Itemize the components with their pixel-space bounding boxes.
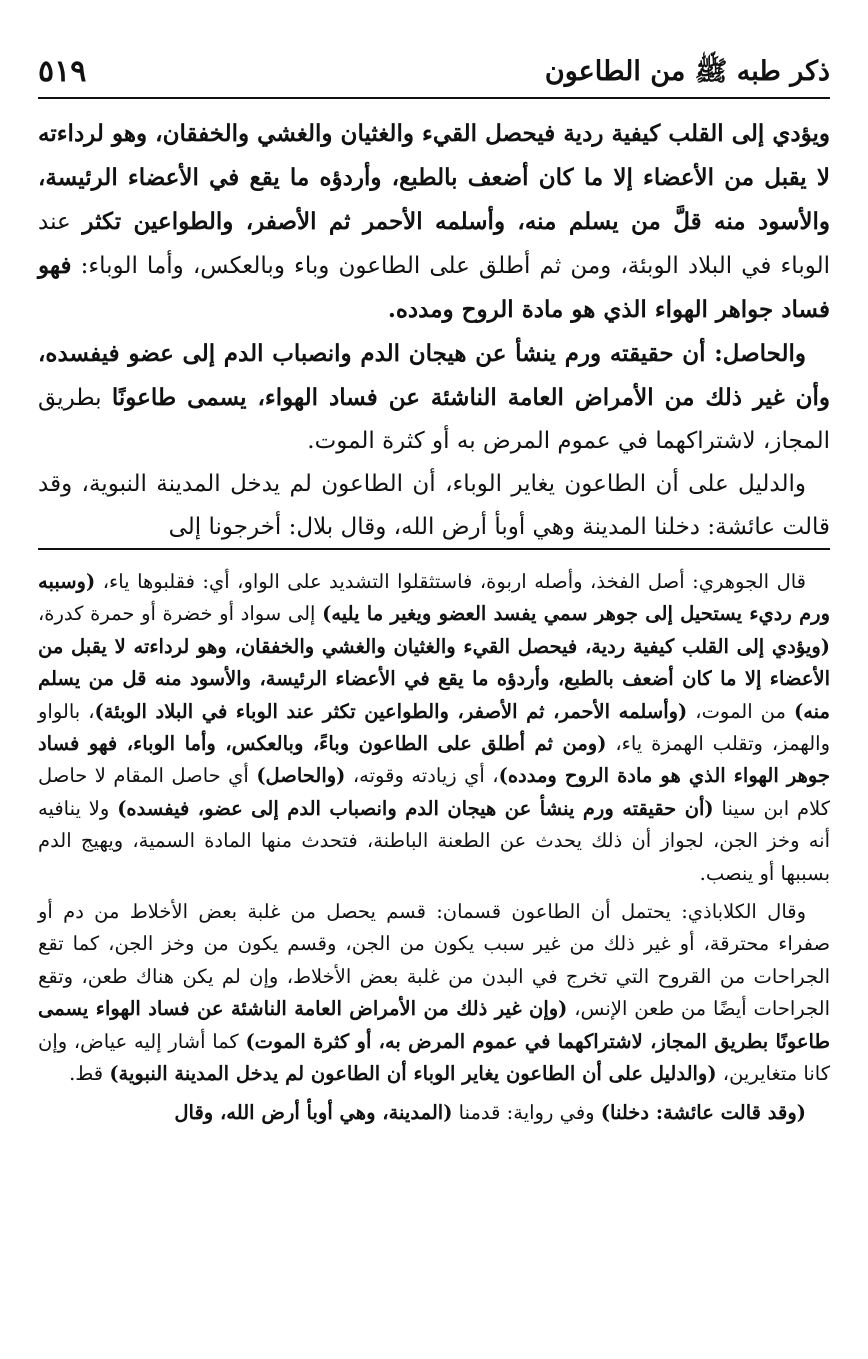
bold-text-segment: (ومن ثم أطلق على الطاعون وباءً، وبالعكس، وأما الوباء، فهو فساد جوهر الهواء الذي هو مادة الروح ومدده) [38, 732, 830, 788]
text-segment: والدليل على أن الطاعون يغاير الوباء، أن الطاعون لم يدخل المدينة النبوية، وقد قالت عائشة: دخلنا المدينة وهي أوبأ أرض الله، وقال بلال: أخرجونا إلى [38, 471, 830, 540]
text-segment: أي حاصل المقام لا حاصل كلام ابن سينا [38, 764, 830, 820]
text-segment: قال الجوهري: أصل الفخذ، وأصله اربوة، فاستثقلوا التشديد على الواو، أي: فقلبوها ياء، [95, 570, 806, 593]
text-segment: كما أشار إليه عياض، وإن كانا متغايرين، [38, 1029, 830, 1086]
commentary-paragraph [38, 566, 830, 890]
text-segment: ، بالواو والهمز، وتقلب الهمزة ياء، [38, 699, 831, 756]
footnote-separator [38, 548, 830, 550]
text-segment: من الموت، [687, 699, 794, 723]
page-number: ٥١٩ [38, 54, 87, 89]
main-paragraph [38, 463, 830, 549]
bold-text-segment: فهو فساد جواهر الهواء الذي هو مادة الروح ومدده. [38, 252, 830, 323]
bold-text-segment: (وسببه ورم رديء يستحيل إلى جوهر سمي يفسد العضو ويغير ما يليه) [38, 570, 831, 626]
header-rule [38, 97, 830, 99]
bold-text-segment: (وأسلمه الأحمر، ثم الأصفر، والطواعين تكثر عند الوباء في البلاد الوبئة) [94, 699, 688, 723]
bold-text-segment: (أن حقيقته ورم ينشأ عن هيجان الدم وانصباب الدم إلى عضو، فيفسده) [117, 796, 714, 820]
text-segment: قط. [69, 1062, 110, 1086]
main-paragraph [38, 112, 830, 332]
bold-text-segment: ويؤدي إلى القلب كيفية ردية فيحصل القيء والغثيان والغشي والخفقان، وهو لرداءته لا يقبل من الأعضاء إلا ما كان أضعف بالطبع، وأردؤه ما يقع في الأعضاء الرئيسة، والأسود منه قلَّ من يسلم منه، وأسلمه الأحمر ثم الأصفر، والطواعين تكثر [38, 120, 830, 235]
bold-text-segment: (وقد قالت عائشة: دخلنا) [600, 1100, 806, 1124]
bold-text-segment: (وإن غير ذلك من الأمراض العامة الناشئة عن فساد الهواء يسمى طاعونًا بطريق المجاز، لاشتراكهما في عموم المرض به، أو كثرة الموت) [38, 997, 830, 1053]
bold-text-segment: (المدينة، وهي أوبأ أرض الله، وقال [174, 1100, 453, 1124]
text-segment: بطريق المجاز، لاشتراكهما في عموم المرض به أو كثرة الموت. [38, 385, 830, 454]
text-segment: إلى سواد أو خضرة أو حمرة كدرة، [38, 602, 323, 626]
text-segment: وقال الكلاباذي: يحتمل أن الطاعون قسمان: قسم يحصل من غلبة بعض الأخلاط من دم أو صفراء محترقة، أو غير ذلك من غير سبب يكون من الجن، وقسم يكون من وخز الجن، كما تقع الجراحات من القروح التي تخرج في البدن من غلبة بعض الأخلاط، وإن لم يكن هناك طعن، وتقع الجراحات أيضًا من طعن الإنس، [38, 900, 831, 1021]
commentary-paragraph [38, 896, 830, 1090]
bold-text-segment: (ويؤدي إلى القلب كيفية ردية، فيحصل القيء والغثيان والغشي والخفقان، وهو لرداءته لا يقبل من الأعضاء إلا ما كان أضعف بالطبع، وأردؤه ما يقع في الأعضاء الرئيسة، والأسود منه قل من يسلم منه) [38, 634, 830, 723]
commentary-text [38, 566, 830, 1129]
main-text [38, 112, 830, 549]
commentary-paragraph [38, 1097, 830, 1129]
bold-text-segment: والحاصل: أن حقيقته ورم ينشأ عن هيجان الدم وانصباب الدم إلى عضو فيفسده، وأن غير ذلك من الأمراض العامة الناشئة عن فساد الهواء، يسمى طاعونًا [38, 340, 830, 411]
text-segment: ، أي زيادته وقوته، [345, 764, 499, 788]
main-paragraph [38, 332, 830, 463]
text-segment: وفي رواية: قدمنا [452, 1100, 601, 1124]
text-segment: عند الوباء في البلاد الوبئة، ومن ثم أطلق على الطاعون وباء وبالعكس، وأما الوباء: [38, 209, 830, 279]
bold-text-segment: (والحاصل) [256, 764, 346, 788]
page-header [38, 50, 830, 94]
running-title: ذكر طبه ﷺ من الطاعون [544, 56, 830, 87]
text-segment: ولا ينافيه أنه وخز الجن، لجواز أن ذلك يحدث عن الطعنة الباطنة، فتحدث منها المادة السمية، ويهيج الدم بسببها أو ينصب. [38, 796, 830, 885]
bold-text-segment: (والدليل على أن الطاعون يغاير الوباء أن الطاعون لم يدخل المدينة النبوية) [109, 1062, 717, 1086]
